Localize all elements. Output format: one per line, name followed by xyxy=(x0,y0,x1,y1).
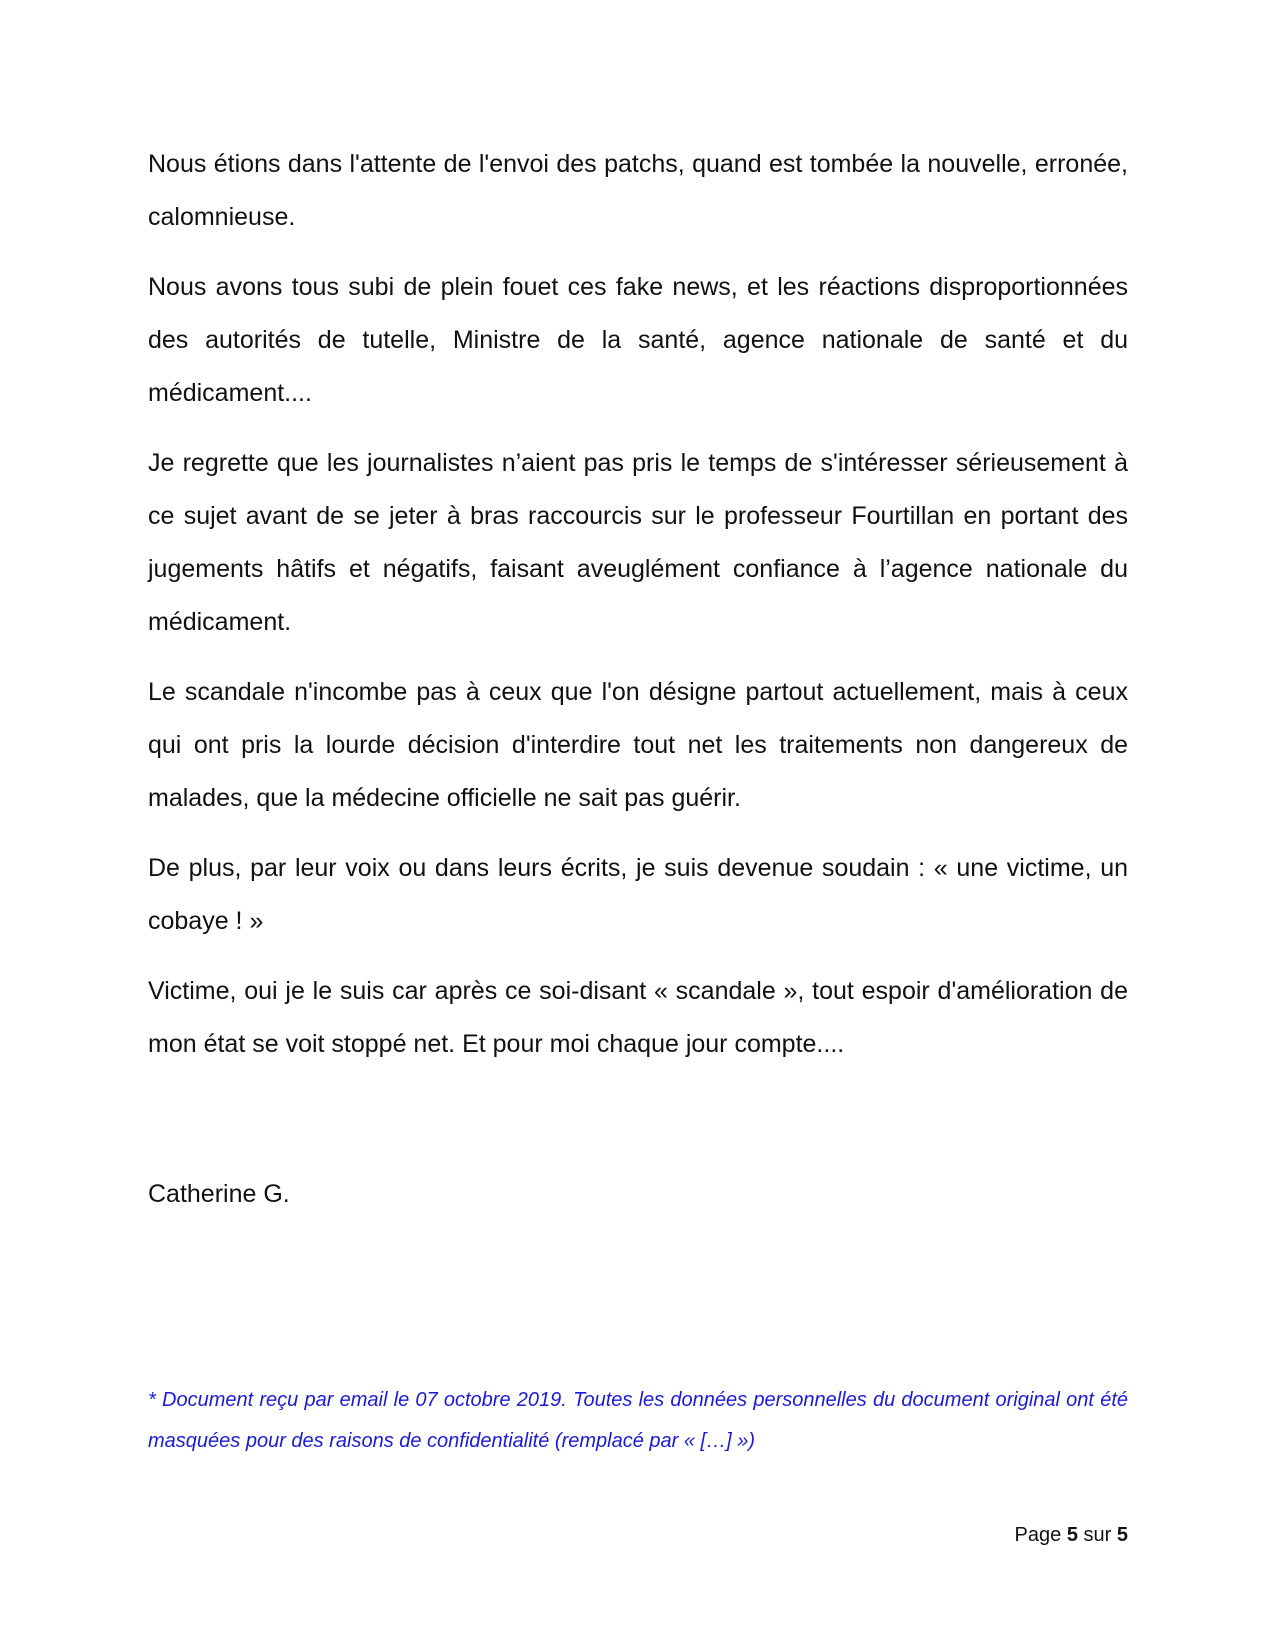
page-number-prefix: Page xyxy=(1014,1524,1062,1546)
footnote: * Document reçu par email le 07 octobre 2019. Toutes les données personnelles du document original ont été masquées pour des raisons de confidentialité (remplacé par « […] ») xyxy=(148,1389,1128,1452)
paragraph-3: Je regrette que les journalistes n’aient pas pris le temps de s'intéresser sérieusement à ce sujet avant de se jeter à bras raccourcis sur le professeur Fourtillan en portant des jugements hâtifs et négatifs, faisant aveuglément confiance à l’agence nationale du médicament. xyxy=(148,449,1128,636)
page-number-total: 5 xyxy=(1116,1524,1128,1546)
paragraph-6: Victime, oui je le suis car après ce soi-disant « scandale », tout espoir d'amélioration de mon état se voit stoppé net. Et pour moi chaque jour compte.... xyxy=(148,977,1128,1058)
page-number-current: 5 xyxy=(1066,1524,1078,1546)
paragraph-1: Nous étions dans l'attente de l'envoi des patchs, quand est tombée la nouvelle, erronée, calomnieuse. xyxy=(148,150,1128,231)
page-number-separator: sur xyxy=(1083,1524,1112,1546)
paragraph-4: Le scandale n'incombe pas à ceux que l'on désigne partout actuellement, mais à ceux qui ont pris la lourde décision d'interdire tout net les traitements non dangereux de malades, que la médecine officielle ne sait pas guérir. xyxy=(148,678,1128,812)
paragraph-2: Nous avons tous subi de plein fouet ces fake news, et les réactions disproportionnées des autorités de tutelle, Ministre de la santé, agence nationale de santé et du médicament.... xyxy=(148,273,1128,407)
signature: Catherine G. xyxy=(148,1180,290,1208)
paragraph-5: De plus, par leur voix ou dans leurs écrits, je suis devenue soudain : « une victime, un cobaye ! » xyxy=(148,854,1128,935)
document-body xyxy=(148,138,1128,1088)
page-number xyxy=(1015,1520,1128,1550)
